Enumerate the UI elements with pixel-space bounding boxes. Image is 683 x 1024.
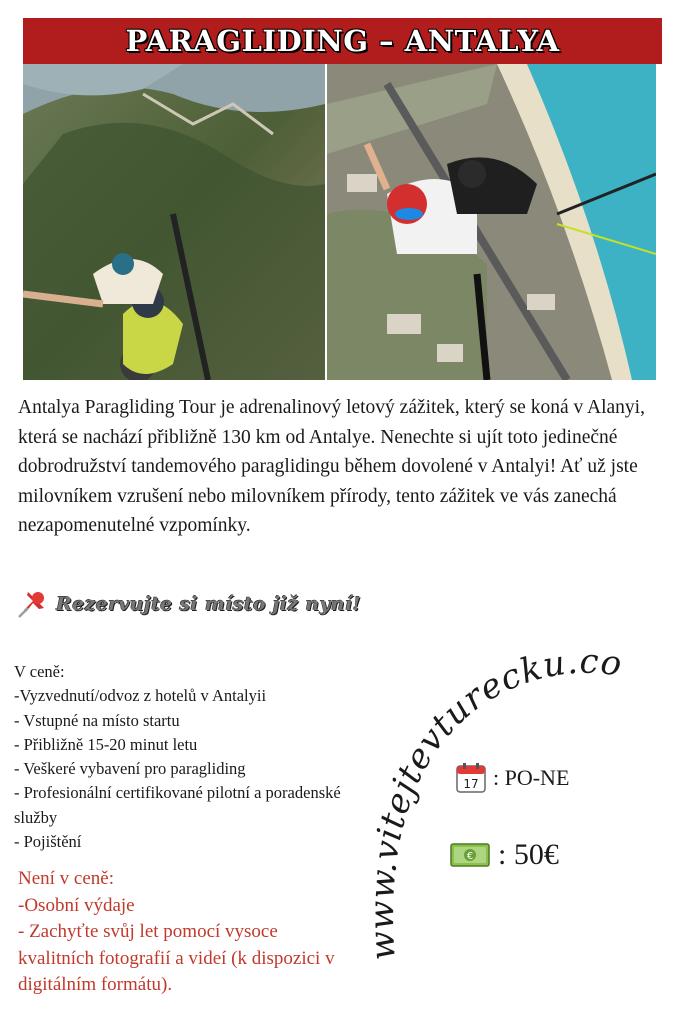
photo-right xyxy=(327,64,656,380)
pushpin-icon xyxy=(16,588,48,620)
included-item: - Profesionální certifikované pilotní a poradenské služby xyxy=(14,783,341,827)
included-item: - Pojištění xyxy=(14,832,82,852)
photo-left xyxy=(23,64,325,380)
title-banner xyxy=(23,18,662,64)
tour-description: Antalya Paragliding Tour je adrenalinový letový zážitek, který se koná v Alanyi, která se nachází přibližně 130 km od Antalye. Nenechte si ujít toto jedinečné dobrodružství tandemového paraglidingu během dovolené v Antalyi! Ať už jste milovníkem vzrušení nebo milovníkem přírody, tento zážitek ve vás zanechá nezapomenutelné vzpomínky. xyxy=(18,397,645,536)
page-title: PARAGLIDING – ANTALYA xyxy=(125,24,560,58)
included-item: -Vyzvednutí/odvoz z hotelů v Antalyii xyxy=(14,686,267,706)
reserve-callout xyxy=(16,588,361,620)
svg-text:€: € xyxy=(466,851,474,862)
included-item: - Přibližně 15-20 minut letu xyxy=(14,734,198,754)
money-icon xyxy=(450,841,490,869)
included-item: - Veškeré vybavení pro paragliding xyxy=(14,759,246,779)
excluded-item: - Zachyťte svůj let pomocí vysoce kvalitních fotografií a videí (k dispozici v digitálním formátu). xyxy=(18,921,335,995)
excluded-item: -Osobní výdaje xyxy=(18,894,135,916)
website-url-text: www.vitejtevturecku.com xyxy=(323,609,625,962)
schedule-info xyxy=(455,762,569,794)
excluded-list xyxy=(18,866,358,999)
included-list xyxy=(14,660,344,854)
schedule-text: : PO-NE xyxy=(493,765,570,790)
included-heading: V ceně: xyxy=(14,662,65,681)
website-url xyxy=(323,609,670,980)
included-item: - Vstupné na místo startu xyxy=(14,710,180,730)
price-text: : 50€ xyxy=(498,838,559,871)
excluded-heading: Není v ceně: xyxy=(18,868,115,889)
calendar-icon xyxy=(455,762,487,794)
price-info xyxy=(450,838,559,872)
svg-text:17: 17 xyxy=(463,777,479,791)
reserve-now-text: Rezervujte si místo již nyní! xyxy=(56,593,362,615)
